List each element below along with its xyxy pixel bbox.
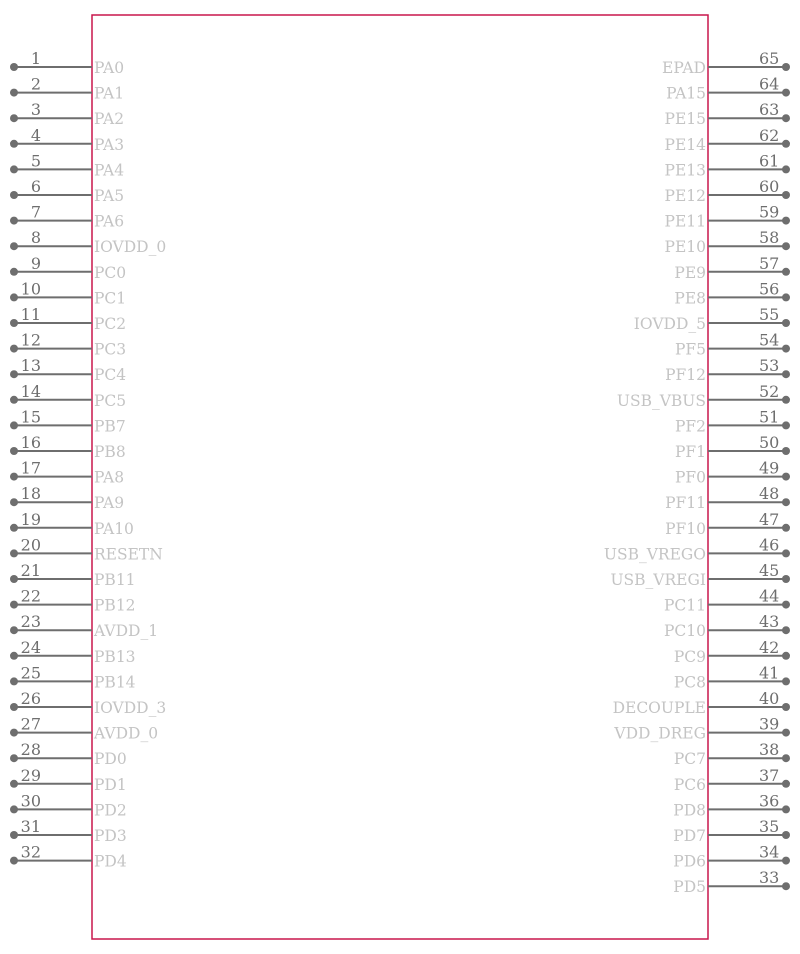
pin-number: 13 bbox=[20, 356, 41, 376]
pin-name: PF2 bbox=[674, 417, 706, 436]
pin-number: 58 bbox=[759, 228, 780, 248]
pin-end-dot bbox=[10, 549, 18, 557]
pin-number: 64 bbox=[759, 74, 780, 94]
pin-end-dot bbox=[782, 805, 790, 813]
pin-name: PA9 bbox=[94, 494, 125, 513]
pin-number: 26 bbox=[20, 689, 41, 708]
pin-17 bbox=[10, 459, 124, 487]
pin-32 bbox=[10, 843, 127, 871]
pin-28 bbox=[10, 740, 127, 768]
pin-name: PC10 bbox=[663, 622, 706, 641]
pin-end-dot bbox=[782, 831, 790, 839]
pin-number: 17 bbox=[20, 458, 41, 478]
pin-44 bbox=[664, 587, 790, 615]
pin-number: 23 bbox=[20, 612, 41, 632]
pin-end-dot bbox=[782, 652, 790, 660]
pin-38 bbox=[674, 740, 790, 768]
pin-end-dot bbox=[782, 242, 790, 250]
pin-name: PE11 bbox=[664, 212, 706, 231]
pin-end-dot bbox=[782, 754, 790, 762]
pin-41 bbox=[674, 663, 790, 691]
pin-name: PB11 bbox=[94, 571, 136, 589]
pin-name: USB_VREGO bbox=[603, 545, 706, 564]
pin-6 bbox=[10, 177, 124, 205]
pin-end-dot bbox=[10, 831, 18, 839]
pin-number: 41 bbox=[759, 663, 780, 683]
pin-end-dot bbox=[10, 626, 18, 634]
pin-60 bbox=[665, 177, 790, 205]
pin-name: PA3 bbox=[94, 135, 125, 154]
pin-name: PF5 bbox=[674, 340, 706, 359]
pin-name: PC4 bbox=[94, 366, 127, 385]
pin-end-dot bbox=[10, 652, 18, 660]
pin-end-dot bbox=[782, 729, 790, 737]
pin-number: 27 bbox=[20, 714, 41, 734]
pin-name: IOVDD_0 bbox=[94, 238, 167, 257]
pin-end-dot bbox=[782, 447, 790, 455]
pin-end-dot bbox=[782, 575, 790, 583]
component-body bbox=[92, 15, 708, 939]
pin-end-dot bbox=[10, 114, 18, 122]
pin-20 bbox=[10, 535, 163, 563]
pin-43 bbox=[664, 612, 790, 640]
pin-5 bbox=[10, 151, 124, 179]
pin-end-dot bbox=[10, 191, 18, 199]
pin-end-dot bbox=[782, 882, 790, 890]
pin-number: 40 bbox=[759, 689, 780, 708]
pin-name: PD7 bbox=[673, 827, 706, 845]
pin-end-dot bbox=[10, 857, 18, 865]
pin-22 bbox=[10, 587, 136, 615]
pin-name: PA8 bbox=[94, 468, 125, 487]
pin-49 bbox=[675, 459, 790, 487]
pin-number: 37 bbox=[759, 765, 780, 785]
pin-2 bbox=[10, 75, 124, 103]
pin-end-dot bbox=[782, 601, 790, 609]
pin-23 bbox=[10, 612, 158, 640]
pin-65 bbox=[662, 49, 790, 77]
pin-14 bbox=[10, 382, 126, 410]
pin-12 bbox=[10, 331, 126, 359]
pin-63 bbox=[665, 100, 790, 128]
pin-33 bbox=[673, 868, 790, 896]
pin-27 bbox=[10, 715, 158, 743]
pin-number: 1 bbox=[30, 49, 41, 68]
pin-number: 55 bbox=[759, 305, 780, 324]
pin-number: 47 bbox=[759, 509, 780, 529]
pin-35 bbox=[673, 817, 790, 845]
pin-name: EPAD bbox=[662, 59, 706, 77]
pin-10 bbox=[10, 279, 126, 307]
pin-name: RESETN bbox=[94, 545, 163, 564]
pin-end-dot bbox=[10, 575, 18, 583]
pin-21 bbox=[10, 561, 136, 589]
pin-name: PB13 bbox=[94, 647, 136, 666]
pin-name: PA5 bbox=[94, 187, 125, 205]
pin-end-dot bbox=[10, 293, 18, 301]
pin-number: 56 bbox=[759, 279, 780, 299]
pin-number: 33 bbox=[759, 868, 780, 888]
pin-end-dot bbox=[10, 677, 18, 685]
pin-end-dot bbox=[782, 140, 790, 148]
pin-end-dot bbox=[782, 319, 790, 327]
pin-48 bbox=[665, 484, 790, 512]
pin-end-dot bbox=[10, 498, 18, 506]
pin-name: PD4 bbox=[94, 852, 127, 871]
pin-name: IOVDD_5 bbox=[633, 315, 706, 333]
pin-number: 35 bbox=[759, 817, 780, 836]
pin-name: PD0 bbox=[94, 750, 127, 769]
pin-end-dot bbox=[10, 447, 18, 455]
pin-name: PC0 bbox=[94, 263, 127, 282]
pin-8 bbox=[10, 228, 166, 256]
pin-number: 15 bbox=[20, 407, 41, 427]
pin-end-dot bbox=[782, 421, 790, 429]
pin-end-dot bbox=[10, 217, 18, 225]
pin-58 bbox=[665, 228, 790, 256]
pin-number: 48 bbox=[759, 484, 780, 504]
pin-name: PA10 bbox=[94, 519, 134, 538]
pin-name: PC5 bbox=[94, 391, 127, 410]
pin-name: PE12 bbox=[664, 187, 706, 205]
pin-16 bbox=[10, 433, 126, 461]
pin-number: 5 bbox=[30, 151, 41, 171]
pin-end-dot bbox=[10, 140, 18, 148]
pin-number: 11 bbox=[20, 305, 41, 324]
pin-name: PE14 bbox=[664, 135, 706, 154]
pin-end-dot bbox=[782, 217, 790, 225]
pin-end-dot bbox=[782, 268, 790, 276]
pin-number: 21 bbox=[20, 561, 41, 580]
pin-18 bbox=[10, 484, 124, 512]
pin-number: 51 bbox=[759, 407, 780, 427]
pin-59 bbox=[665, 203, 790, 231]
pin-end-dot bbox=[10, 601, 18, 609]
pin-number: 43 bbox=[759, 612, 780, 632]
pin-name: PF1 bbox=[674, 443, 706, 461]
pin-37 bbox=[674, 766, 790, 794]
pin-name: PD6 bbox=[673, 852, 706, 871]
pin-end-dot bbox=[782, 165, 790, 173]
pin-number: 31 bbox=[20, 817, 41, 836]
pin-name: PD5 bbox=[673, 878, 706, 897]
pin-number: 7 bbox=[30, 202, 41, 222]
pin-name: PA2 bbox=[94, 110, 125, 129]
pin-end-dot bbox=[782, 703, 790, 711]
pin-end-dot bbox=[10, 370, 18, 378]
pin-end-dot bbox=[10, 165, 18, 173]
pin-number: 29 bbox=[20, 765, 41, 785]
pin-end-dot bbox=[782, 524, 790, 532]
pin-number: 25 bbox=[20, 663, 41, 683]
pin-name: PA4 bbox=[94, 161, 125, 180]
pin-name: PE10 bbox=[664, 238, 706, 257]
pin-end-dot bbox=[10, 780, 18, 788]
pin-end-dot bbox=[10, 729, 18, 737]
pin-end-dot bbox=[782, 780, 790, 788]
pin-number: 36 bbox=[759, 791, 780, 811]
left-pin-column bbox=[10, 49, 166, 871]
pin-name: PE9 bbox=[674, 263, 706, 282]
pin-number: 34 bbox=[759, 842, 780, 862]
pin-number: 20 bbox=[20, 535, 41, 555]
pin-53 bbox=[665, 356, 790, 384]
pin-number: 14 bbox=[20, 381, 41, 401]
pin-number: 39 bbox=[759, 714, 780, 734]
pin-26 bbox=[10, 689, 166, 717]
pin-number: 42 bbox=[759, 637, 780, 657]
pin-46 bbox=[604, 535, 790, 563]
pin-19 bbox=[10, 510, 134, 538]
pin-end-dot bbox=[782, 345, 790, 353]
pin-name: IOVDD_3 bbox=[94, 699, 167, 717]
pin-name: PB7 bbox=[94, 417, 126, 436]
pin-name: USB_VREGI bbox=[610, 571, 706, 589]
pin-number: 12 bbox=[20, 330, 41, 350]
pin-number: 28 bbox=[20, 740, 41, 760]
pin-name: PF11 bbox=[665, 494, 706, 513]
pin-end-dot bbox=[10, 396, 18, 404]
pin-11 bbox=[10, 305, 126, 333]
pin-1 bbox=[10, 49, 124, 77]
pin-number: 50 bbox=[759, 433, 780, 452]
pin-number: 49 bbox=[759, 458, 780, 478]
pin-52 bbox=[617, 382, 790, 410]
pin-name: PF12 bbox=[665, 366, 706, 385]
pin-name: PC7 bbox=[673, 750, 706, 769]
pin-name: PC8 bbox=[673, 673, 706, 692]
pin-7 bbox=[10, 203, 124, 231]
pin-45 bbox=[610, 561, 790, 589]
pin-number: 24 bbox=[20, 637, 41, 657]
pin-57 bbox=[674, 254, 790, 282]
pin-name: PD1 bbox=[94, 775, 127, 794]
pin-name: PC9 bbox=[673, 647, 706, 666]
pin-end-dot bbox=[10, 319, 18, 327]
right-pin-column bbox=[604, 49, 790, 896]
pin-number: 63 bbox=[759, 100, 780, 120]
pin-name: PF10 bbox=[665, 519, 706, 538]
pin-number: 57 bbox=[759, 253, 780, 273]
pin-55 bbox=[634, 305, 790, 333]
pin-end-dot bbox=[10, 268, 18, 276]
pin-number: 10 bbox=[20, 279, 41, 299]
pin-31 bbox=[10, 817, 127, 845]
pin-number: 52 bbox=[759, 381, 780, 401]
pin-end-dot bbox=[782, 63, 790, 71]
pin-number: 3 bbox=[30, 100, 41, 120]
pin-number: 4 bbox=[30, 125, 41, 145]
pin-name: PB12 bbox=[94, 596, 136, 615]
pin-end-dot bbox=[10, 345, 18, 353]
pin-47 bbox=[665, 510, 790, 538]
pin-name: PA6 bbox=[94, 212, 125, 231]
pin-name: PA1 bbox=[94, 84, 125, 103]
pin-name: USB_VBUS bbox=[616, 391, 706, 410]
pin-4 bbox=[10, 126, 124, 154]
pin-end-dot bbox=[10, 89, 18, 97]
pin-number: 60 bbox=[759, 177, 780, 196]
pin-40 bbox=[613, 689, 790, 717]
pin-number: 22 bbox=[20, 586, 41, 606]
pin-number: 53 bbox=[759, 356, 780, 376]
pin-number: 18 bbox=[20, 484, 41, 504]
pin-end-dot bbox=[782, 293, 790, 301]
pin-9 bbox=[10, 254, 126, 282]
pin-end-dot bbox=[782, 396, 790, 404]
pin-number: 9 bbox=[30, 253, 41, 273]
pin-name: PC11 bbox=[663, 596, 706, 615]
pin-42 bbox=[674, 638, 790, 666]
pin-name: PA0 bbox=[94, 59, 125, 77]
pin-end-dot bbox=[10, 242, 18, 250]
pin-number: 62 bbox=[759, 125, 780, 145]
pin-39 bbox=[613, 715, 790, 743]
pin-36 bbox=[673, 791, 790, 819]
pin-name: PD8 bbox=[673, 801, 706, 820]
pin-end-dot bbox=[782, 473, 790, 481]
pin-name: PE15 bbox=[664, 110, 706, 129]
pin-end-dot bbox=[782, 370, 790, 378]
pin-name: PC6 bbox=[673, 775, 706, 794]
pin-54 bbox=[675, 331, 790, 359]
pin-name: AVDD_1 bbox=[94, 622, 159, 641]
pin-end-dot bbox=[782, 677, 790, 685]
pin-name: PD3 bbox=[94, 827, 127, 845]
pin-name: DECOUPLE bbox=[612, 699, 706, 717]
pin-number: 44 bbox=[759, 586, 780, 606]
pin-end-dot bbox=[10, 63, 18, 71]
pin-number: 2 bbox=[30, 74, 41, 94]
pin-3 bbox=[10, 100, 124, 128]
pin-end-dot bbox=[10, 473, 18, 481]
pin-name: PC2 bbox=[94, 315, 127, 333]
pin-number: 45 bbox=[759, 561, 780, 580]
pin-30 bbox=[10, 791, 127, 819]
pin-13 bbox=[10, 356, 126, 384]
pin-end-dot bbox=[10, 805, 18, 813]
pin-name: PB8 bbox=[94, 443, 126, 461]
pin-number: 19 bbox=[20, 509, 41, 529]
pin-name: PE8 bbox=[674, 289, 706, 308]
pin-end-dot bbox=[782, 114, 790, 122]
pin-end-dot bbox=[782, 626, 790, 634]
pin-end-dot bbox=[782, 498, 790, 506]
pin-name: PE13 bbox=[664, 161, 706, 180]
pin-number: 65 bbox=[759, 49, 780, 68]
pin-end-dot bbox=[10, 703, 18, 711]
pin-24 bbox=[10, 638, 136, 666]
pin-15 bbox=[10, 407, 126, 435]
pin-64 bbox=[666, 75, 790, 103]
pin-29 bbox=[10, 766, 127, 794]
pin-number: 30 bbox=[20, 791, 41, 811]
pin-name: PB14 bbox=[94, 673, 136, 692]
pin-25 bbox=[10, 663, 136, 691]
pin-name: PF0 bbox=[674, 468, 706, 487]
pin-number: 46 bbox=[759, 535, 780, 555]
pin-end-dot bbox=[782, 549, 790, 557]
pin-end-dot bbox=[10, 754, 18, 762]
pin-number: 61 bbox=[759, 151, 780, 171]
pin-56 bbox=[674, 279, 790, 307]
pin-name: PD2 bbox=[94, 801, 127, 820]
pin-number: 59 bbox=[759, 202, 780, 222]
pin-name: PC1 bbox=[94, 289, 127, 308]
pin-50 bbox=[675, 433, 790, 461]
pin-end-dot bbox=[782, 191, 790, 199]
pin-name: AVDD_0 bbox=[94, 724, 159, 743]
pin-name: PC3 bbox=[94, 340, 127, 359]
pin-number: 38 bbox=[759, 740, 780, 760]
pin-end-dot bbox=[782, 89, 790, 97]
pin-end-dot bbox=[10, 421, 18, 429]
pin-number: 54 bbox=[759, 330, 780, 350]
pin-number: 8 bbox=[30, 228, 41, 248]
pin-62 bbox=[665, 126, 790, 154]
pin-name: VDD_DREG bbox=[614, 724, 706, 743]
pin-number: 32 bbox=[20, 842, 41, 862]
pin-number: 16 bbox=[20, 433, 41, 452]
pin-end-dot bbox=[10, 524, 18, 532]
pin-34 bbox=[673, 843, 790, 871]
pin-end-dot bbox=[782, 857, 790, 865]
pin-name: PA15 bbox=[666, 84, 706, 103]
pin-number: 6 bbox=[30, 177, 41, 196]
pin-51 bbox=[675, 407, 790, 435]
pin-61 bbox=[665, 151, 790, 179]
